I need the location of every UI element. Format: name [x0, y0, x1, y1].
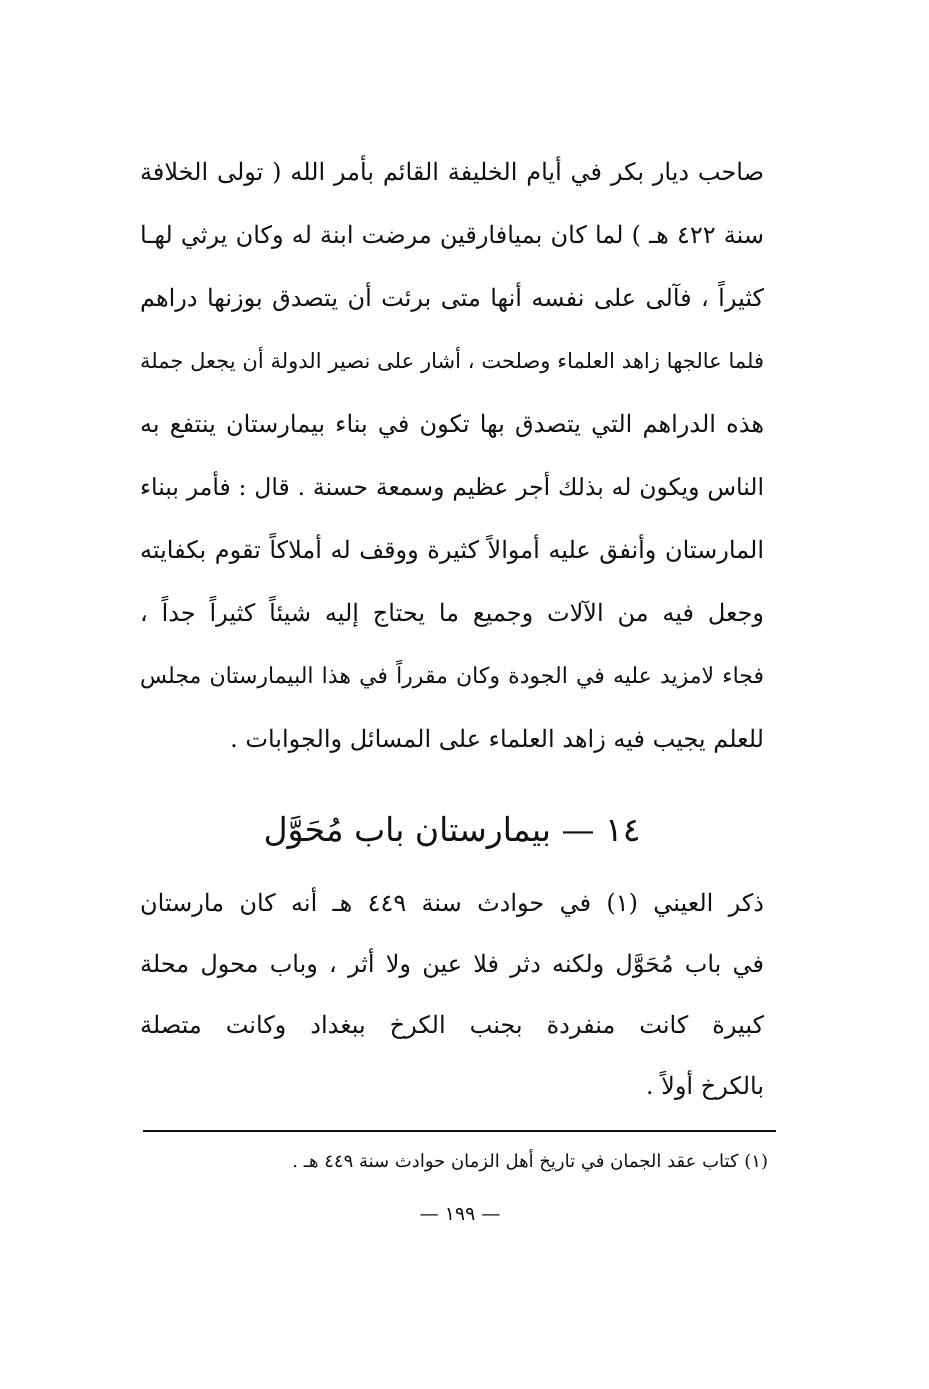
text-line: هذه الدراهم التي يتصدق بها تكون في بناء بيمارستان ينتفع به — [140, 410, 764, 438]
text-line: في باب مُحَوَّل ولكنه دثر فلا عين ولا أثر ، وباب محول محلة — [140, 950, 764, 978]
text-line: فجاء لامزيد عليه في الجودة وكان مقرراً في هذا البيمارستان مجلس — [140, 664, 764, 689]
footnote-divider — [143, 1130, 776, 1132]
footnote: (١) كتاب عقد الجمان في تاريخ أهل الزمان حوادث سنة ٤٤٩ هـ . — [292, 1151, 768, 1172]
text-line: ذكر العيني (١) في حوادث سنة ٤٤٩ هـ أنه كان مارستان — [140, 889, 764, 917]
text-line: للعلم يجيب فيه زاهد العلماء على المسائل والجوابات . — [230, 725, 764, 753]
paragraph-2 — [140, 873, 764, 1117]
text-line: سنة ٤٢٢ هـ ) لما كان بميافارقين مرضت ابنة له وكان يرثي لهـا — [140, 221, 764, 249]
text-line: فلما عالجها زاهد العلماء وصلحت ، أشار على نصير الدولة أن يجعل جملة — [140, 349, 764, 373]
text-line: المارستان وأنفق عليه أموالاً كثيرة ووقف له أملاكاً تقوم بكفايته — [140, 536, 764, 564]
text-line: كبيرة كانت منفردة بجنب الكرخ ببغداد وكانت متصلة — [140, 1011, 764, 1039]
text-line: بالكرخ أولاً . — [645, 1072, 764, 1100]
paragraph-1 — [140, 141, 764, 771]
text-line: كثيراً ، فآلى على نفسه أنها متى برئت أن يتصدق بوزنها دراهم — [140, 284, 764, 312]
text-line: صاحب ديار بكر في أيام الخليفة القائم بأمر الله ( تولى الخلافة — [140, 158, 764, 186]
text-line: وجعل فيه من الآلات وجميع ما يحتاج إليه شيئاً كثيراً جداً ، — [140, 599, 764, 627]
section-heading: ١٤ — بيمارستان باب مُحَوَّل — [263, 810, 641, 849]
text-line: الناس ويكون له بذلك أجر عظيم وسمعة حسنة . قال : فأمر ببناء — [140, 473, 764, 501]
page-number: — ١٩٩ — — [419, 1203, 501, 1225]
